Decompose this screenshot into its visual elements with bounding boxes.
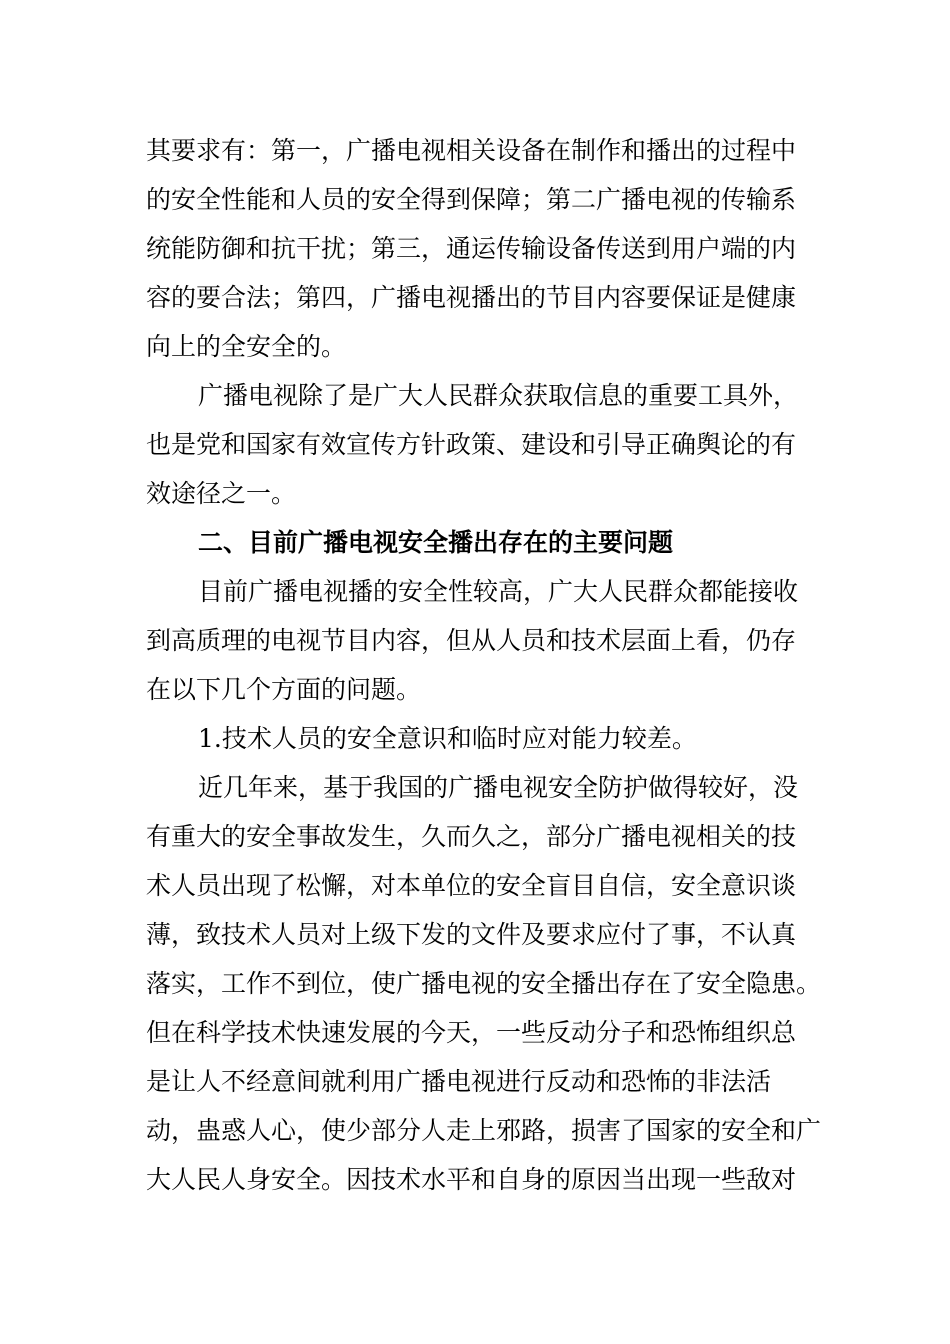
- text-line: 效途径之一。: [146, 479, 297, 508]
- text-line: 向上的全安全的。: [146, 332, 347, 361]
- document-body: [146, 126, 822, 1204]
- paragraph-first-line: 目前广播电视播的安全性较高，广大人民群众都能接收: [198, 577, 799, 606]
- text-line: 有重大的安全事故发生，久而久之，部分广播电视相关的技: [146, 822, 797, 851]
- text-line: 其要求有：第一，广播电视相关设备在制作和播出的过程中: [146, 136, 797, 165]
- text-line: 但在科学技术快速发展的今天，一些反动分子和恐怖组织总: [146, 1018, 797, 1047]
- text-line: 是让人不经意间就利用广播电视进行反动和恐怖的非法活: [146, 1067, 772, 1096]
- text-line: 统能防御和抗干扰；第三，通运传输设备传送到用户端的内: [146, 234, 797, 263]
- text-line: 容的要合法；第四，广播电视播出的节目内容要保证是健康: [146, 283, 797, 312]
- text-line: 动，蛊惑人心，使少部分人走上邪路，损害了国家的安全和广: [146, 1116, 822, 1145]
- paragraph-first-line: 广播电视除了是广大人民群众获取信息的重要工具外，: [198, 381, 799, 410]
- text-line: 在以下几个方面的问题。: [146, 675, 422, 704]
- subsection-heading: 1.技术人员的安全意识和临时应对能力较差。: [198, 724, 697, 753]
- text-line: 落实，工作不到位，使广播电视的安全播出存在了安全隐患。: [146, 969, 822, 998]
- paragraph-first-line: 近几年来，基于我国的广播电视安全防护做得较好，没: [198, 773, 799, 802]
- text-line: 大人民人身安全。因技术水平和自身的原因当出现一些敌对: [146, 1165, 797, 1194]
- text-line: 到高质理的电视节目内容，但从人员和技术层面上看，仍存: [146, 626, 797, 655]
- text-line: 也是党和国家有效宣传方针政策、建设和引导正确舆论的有: [146, 430, 797, 459]
- text-line: 术人员出现了松懈，对本单位的安全盲目自信，安全意识谈: [146, 871, 797, 900]
- text-line: 的安全性能和人员的安全得到保障；第二广播电视的传输系: [146, 185, 797, 214]
- text-line: 薄，致技术人员对上级下发的文件及要求应付了事，不认真: [146, 920, 797, 949]
- section-heading: 二、目前广播电视安全播出存在的主要问题: [198, 528, 674, 557]
